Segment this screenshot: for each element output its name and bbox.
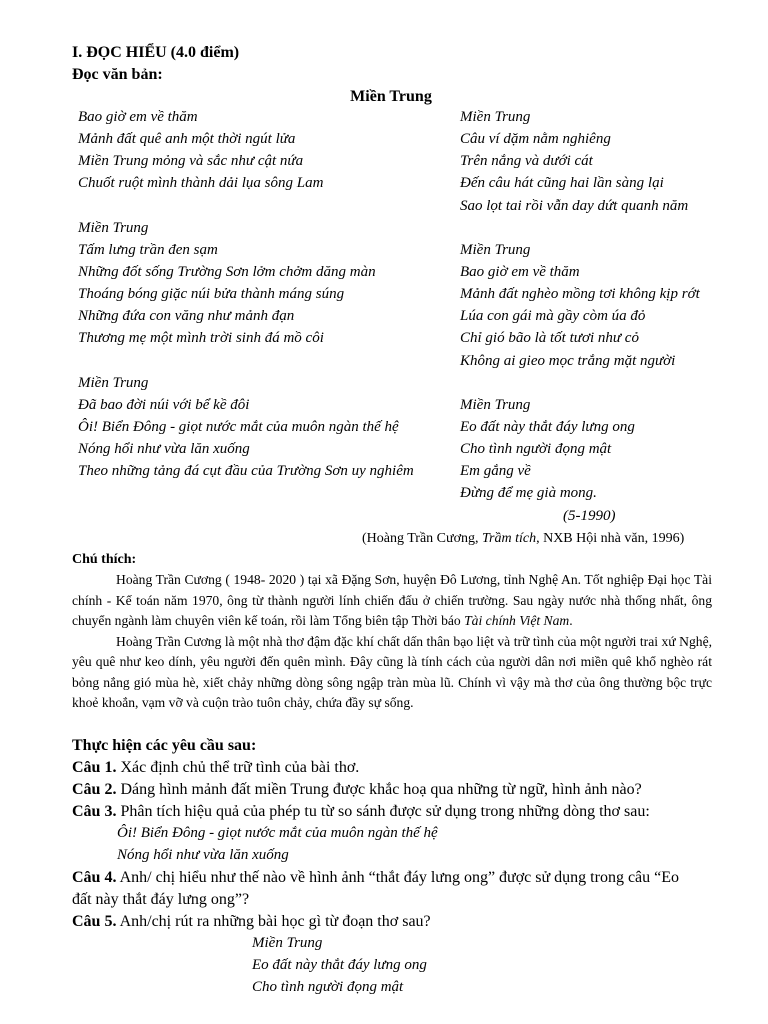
question-5-text: Anh/chị rút ra những bài học gì từ đoạn thơ sau? (116, 913, 431, 930)
notes-label: Chú thích: (72, 552, 137, 567)
poem-line: Tấm lưng trần đen sạm (78, 242, 218, 258)
question-5-quote-line: Eo đất này thắt đáy lưng ong (252, 957, 427, 973)
poem-line: Những đốt sống Trường Sơn lởm chởm dăng màn (78, 264, 376, 280)
read-prompt: Đọc văn bản: (72, 66, 163, 83)
note-paragraph-1 (72, 570, 712, 632)
question-5 (72, 913, 431, 931)
poem-date: (5-1990) (563, 508, 616, 524)
question-5-label: Câu 5. (72, 913, 117, 930)
question-2-text: Dáng hình mảnh đất miền Trung được khắc hoạ qua những từ ngữ, hình ảnh nào? (116, 781, 642, 798)
poem-line: Thoáng bóng giặc núi bửa thành máng súng (78, 286, 345, 302)
question-5-quote-line: Cho tình người đọng mật (252, 979, 404, 995)
poem-line: Miền Trung (460, 242, 531, 258)
poem-line: Chuốt ruột mình thành dải lụa sông Lam (78, 175, 324, 191)
poem-line: Mảnh đất nghèo mồng tơi không kịp rớt (460, 286, 700, 302)
poem-line: Miền Trung (78, 220, 149, 236)
question-3-text: Phân tích hiệu quả của phép tu từ so sánh được sử dụng trong những dòng thơ sau: (116, 803, 650, 820)
note-p1-end: . (569, 613, 573, 628)
note-p1-text: Hoàng Trần Cương ( 1948- 2020 ) tại xã Đặng Sơn, huyện Đô Lương, tỉnh Nghệ An. Tốt nghiệp Đại học Tài chính - Kế toán năm 1970, ông từ thành người lính chiến đấu ở chiến trường. Sau ngày nước nhà thống nhất, ông chuyển ngành làm chuyên viên kế toán, rồi làm Tổng biên tập Thời báo (72, 572, 712, 628)
poem-line: Chỉ gió bão là tốt tươi như cỏ (460, 330, 639, 346)
poem-line: Theo những tảng đá cụt đầu của Trường Sơn uy nghiêm (78, 463, 414, 479)
question-1-text: Xác định chủ thể trữ tình của bài thơ. (116, 759, 360, 776)
poem-line: Miền Trung mỏng và sắc như cật nứa (78, 153, 304, 169)
poem-line: Lúa con gái mà gầy còm úa đỏ (460, 308, 646, 324)
poem-line: Bao giờ em về thăm (460, 264, 580, 280)
question-3-quote-line: Ôi! Biển Đông - giọt nước mắt của muôn ngàn thế hệ (117, 825, 438, 841)
poem-line: Thương mẹ một mình trời sinh đá mồ côi (78, 330, 324, 346)
poem-line: Eo đất này thắt đáy lưng ong (460, 419, 635, 435)
question-4-text: Anh/ chị hiểu như thế nào về hình ảnh “thắt đáy lưng ong” được sử dụng trong câu “Eo (116, 869, 680, 886)
question-5-quote-line: Miền Trung (252, 935, 323, 951)
question-1 (72, 759, 359, 777)
note-paragraph-2: Hoàng Trần Cương là một nhà thơ đậm đặc khí chất dấn thân bạo liệt và trữ tình của một người trai xứ Nghệ, yêu quê như keo dính, yêu người đến quên mình. Đây cũng là tính cách của người dân nơi miền quê khổ nghèo rát bỏng nắng gió mùa hè, xiết chảy những dòng sông ngập tràn mùa lũ. Chính vì vậy mà thơ của ông thường bộc trực khoẻ khoắn, vạm vỡ và cuộn trào tuôn chảy, chứa đầy sự sống. (72, 633, 712, 710)
question-4-label: Câu 4. (72, 869, 117, 886)
section-heading: I. ĐỌC HIỂU (4.0 điểm) (72, 44, 240, 61)
poem-line: Sao lọt tai rồi vẫn day dứt quanh năm (460, 198, 689, 214)
question-3-label: Câu 3. (72, 803, 117, 820)
poem-line: Câu ví dặm nằm nghiêng (460, 131, 611, 147)
question-4-continued: đất này thắt đáy lưng ong”? (72, 891, 250, 908)
poem-line: Bao giờ em về thăm (78, 109, 198, 125)
poem-line: Ôi! Biển Đông - giọt nước mắt của muôn ngàn thế hệ (78, 419, 399, 435)
note-p1-italic: Tài chính Việt Nam (464, 613, 570, 628)
question-2-label: Câu 2. (72, 781, 117, 798)
poem-source (362, 531, 684, 547)
question-2 (72, 781, 642, 799)
poem-line: Đã bao đời núi với bể kề đôi (78, 397, 250, 413)
poem-line: Mảnh đất quê anh một thời ngút lửa (78, 131, 296, 147)
poem-line: Miền Trung (460, 109, 531, 125)
poem-line: Đến câu hát cũng hai lần sàng lại (460, 175, 664, 191)
poem-line: Nóng hổi như vừa lăn xuống (78, 441, 250, 457)
poem-line: Cho tình người đọng mật (460, 441, 612, 457)
question-1-label: Câu 1. (72, 759, 117, 776)
poem-line: Miền Trung (460, 397, 531, 413)
tasks-label: Thực hiện các yêu cầu sau: (72, 737, 257, 754)
poem-line: Em gắng về (460, 463, 531, 479)
question-4 (72, 869, 679, 887)
poem-line: Miền Trung (78, 375, 149, 391)
poem-line: Không ai gieo mọc trắng mặt người (460, 353, 676, 369)
source-book: Trầm tích (482, 531, 537, 546)
poem-line: Trên nắng và dưới cát (460, 153, 593, 169)
poem-line: Đừng để mẹ già mong. (460, 485, 597, 501)
question-3 (72, 803, 650, 821)
question-3-quote-line: Nóng hổi như vừa lăn xuống (117, 847, 289, 863)
source-suffix: , NXB Hội nhà văn, 1996) (536, 531, 685, 546)
notes-body (72, 570, 712, 714)
poem-title: Miền Trung (350, 88, 432, 105)
poem-line: Những đứa con văng như mảnh đạn (78, 308, 295, 324)
source-prefix: (Hoàng Trần Cương, (362, 531, 482, 546)
